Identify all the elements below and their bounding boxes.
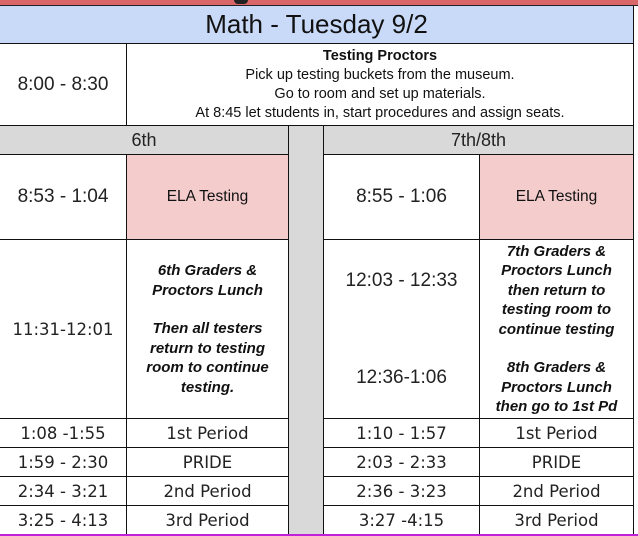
- grade6-testing-time: 8:53 - 1:04: [0, 155, 127, 240]
- grade78-period-label: 3rd Period: [480, 506, 634, 534]
- grade6-lunch-time: 11:31-12:01: [0, 240, 127, 419]
- grade78-period-time: 3:27 -4:15: [324, 506, 480, 534]
- proctors-line: At 8:45 let students in, start procedures and assign seats.: [195, 104, 565, 121]
- grade78-lunch-note: [480, 240, 634, 419]
- grade78-header: 7th/8th: [324, 126, 634, 155]
- grade78-period-label: PRIDE: [480, 448, 634, 477]
- proctors-time: 8:00 - 8:30: [0, 44, 127, 126]
- note-line: then go to 1st Pd: [495, 398, 618, 415]
- grade6-period-label: 3rd Period: [127, 506, 289, 534]
- grade6-period-time: 1:59 - 2:30: [0, 448, 127, 477]
- proctors-heading: Testing Proctors: [322, 47, 438, 64]
- grade6-period-label: 2nd Period: [127, 477, 289, 506]
- note-line: Then all testers: [152, 320, 263, 337]
- note-line: then return to: [507, 281, 606, 299]
- note-line: Proctors Lunch: [152, 281, 263, 299]
- proctors-line: Go to room and set up materials.: [274, 85, 486, 102]
- grade8-lunch-time: 12:36-1:06: [356, 367, 447, 388]
- proctors-line: Pick up testing buckets from the museum.: [245, 66, 515, 83]
- note-line: 6th Graders &: [157, 262, 258, 279]
- note-line: 7th Graders &: [506, 242, 607, 260]
- note-line: room to continue: [146, 359, 269, 376]
- grade6-period-time: 3:25 - 4:13: [0, 506, 127, 534]
- proctors-instructions: [127, 44, 634, 126]
- note-line: return to testing: [150, 339, 265, 357]
- grade6-lunch-note: [127, 240, 289, 419]
- grade6-header: 6th: [0, 126, 289, 155]
- grade78-lunch-times: [324, 240, 480, 419]
- grade6-period-time: 2:34 - 3:21: [0, 477, 127, 506]
- cut-off-glyph: [234, 0, 248, 4]
- note-line: continue testing: [498, 320, 615, 338]
- note-line: Proctors Lunch: [501, 262, 612, 279]
- grade78-testing-time: 8:55 - 1:06: [324, 155, 480, 240]
- grade78-testing-label: ELA Testing: [480, 155, 634, 240]
- note-line: testing.: [180, 378, 235, 396]
- grade6-testing-label: ELA Testing: [127, 155, 289, 240]
- grade78-period-time: 2:36 - 3:23: [324, 477, 480, 506]
- grade78-period-time: 2:03 - 2:33: [324, 448, 480, 477]
- page-title: Math - Tuesday 9/2: [0, 6, 634, 44]
- column-divider: [289, 126, 324, 534]
- note-line: Proctors Lunch: [501, 378, 612, 396]
- note-line: testing room to: [501, 301, 612, 318]
- note-line: 8th Graders &: [506, 359, 607, 376]
- grade78-period-label: 1st Period: [480, 419, 634, 448]
- grade6-period-label: 1st Period: [127, 419, 289, 448]
- grade6-period-time: 1:08 -1:55: [0, 419, 127, 448]
- grade6-period-label: PRIDE: [127, 448, 289, 477]
- grade78-period-time: 1:10 - 1:57: [324, 419, 480, 448]
- grade78-period-label: 2nd Period: [480, 477, 634, 506]
- grade7-lunch-time: 12:03 - 12:33: [345, 270, 458, 291]
